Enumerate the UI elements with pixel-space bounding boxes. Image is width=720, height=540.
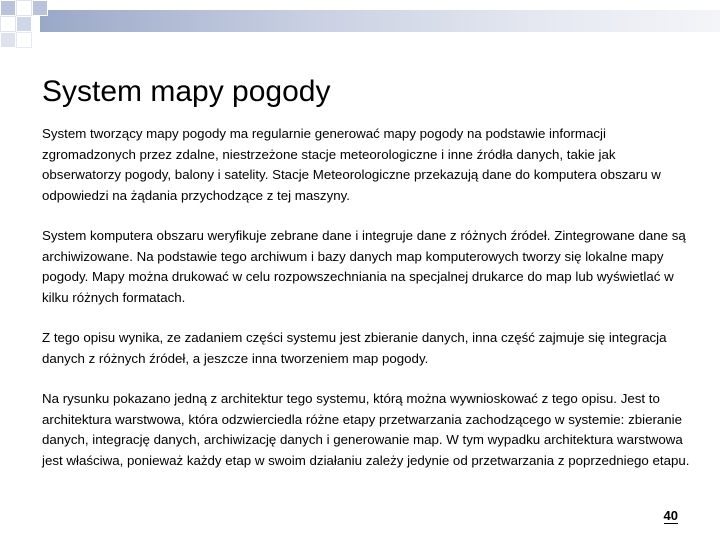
decorative-square	[0, 16, 16, 32]
body-paragraph-2: System komputera obszaru weryfikuje zebrane dane i integruje dane z różnych źródeł. Zintegrowane dane są archiwizowane. Na podstawie tego archiwum i bazy danych map komputerowych tworzy się lokalne mapy pogody. Mapy można drukować w celu rozpowszechniania na specjalnej drukarce do map lub wyświetlać w kilku różnych formatach.	[42, 228, 686, 305]
decorative-square	[0, 0, 16, 16]
body-paragraph-1: System tworzący mapy pogody ma regularnie generować mapy pogody na podstawie informacji zgromadzonych przez zdalne, niestrzeżone stacje meteorologiczne i inne źródła danych, takie jak obserwatorzy pogody, balony i satelity. Stacje Meteorologiczne przekazują dane do komputera obszaru w odpowiedzi na żądania przychodzące z tej maszyny.	[42, 126, 661, 203]
body-paragraph-4: Na rysunku pokazano jedną z architektur tego systemu, którą można wywnioskować z tego opisu. Jest to architektura warstwowa, która odzwierciedla różne etapy przetwarzania zachodzącego w systemie: zbieranie danych, integrację danych, archiwizację danych i generowanie map. W tym wypadku architektura warstwowa jest właściwa, ponieważ każdy etap w swoim działaniu zależy jedynie od przetwarzania z poprzedniego etapu.	[42, 391, 690, 468]
decorative-square	[0, 32, 16, 48]
header-gradient-bar	[40, 10, 720, 32]
body-paragraph-3: Z tego opisu wynika, ze zadaniem części systemu jest zbieranie danych, inna część zajmuje się integracja danych z różnych źródeł, a jeszcze inna tworzeniem map pogody.	[42, 330, 667, 366]
decorative-square	[32, 0, 48, 16]
slide-title: System mapy pogody	[42, 75, 331, 108]
decorative-square	[16, 0, 32, 16]
page-number: 40	[663, 508, 678, 523]
decorative-square	[16, 32, 32, 48]
decorative-square	[16, 16, 32, 32]
slide-body	[42, 124, 698, 491]
